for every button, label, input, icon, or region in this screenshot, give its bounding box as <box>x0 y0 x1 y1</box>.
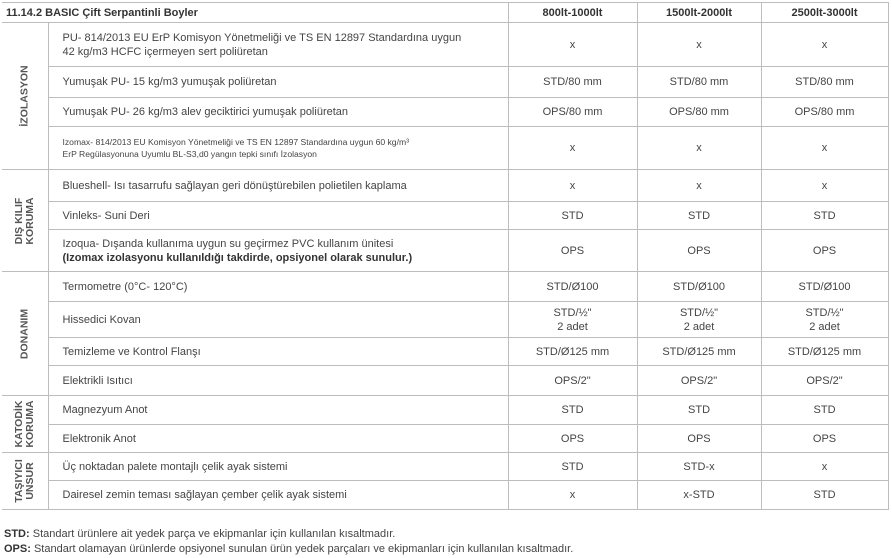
value-cell <box>761 481 888 510</box>
value-text: OPS/2" <box>554 374 591 387</box>
value-cell <box>637 481 761 510</box>
table-row <box>2 170 888 202</box>
description-line: Dairesel zemin teması sağlayan çember çelik ayak sistemi <box>62 489 347 501</box>
value-text: STD <box>813 489 836 501</box>
value-text: x <box>821 179 828 192</box>
footnote-std: STD: Standart ürünlere ait yedek parça ve ekipmanlar için kullanılan kısaltmadır. <box>4 528 396 540</box>
group-label-cell <box>2 396 48 453</box>
value-cell <box>761 453 888 481</box>
value-cell <box>508 338 637 366</box>
value-text: OPS <box>687 432 711 445</box>
description-note: (Izomax izolasyonu kullanıldığı takdirde, opsiyonel olarak sunulur.) <box>62 251 413 264</box>
group-label-line: KORUMA <box>23 400 36 448</box>
value-text: STD <box>561 404 584 416</box>
value-cell <box>637 202 761 230</box>
table-row <box>2 127 888 170</box>
group-label-cell <box>2 23 48 170</box>
value-text: x <box>821 142 828 154</box>
table-row <box>2 302 888 338</box>
group-label <box>14 400 36 447</box>
value-cell <box>508 98 637 127</box>
group-label-line: DIŞ KILIF <box>12 197 25 244</box>
value-text: OPS <box>687 244 711 257</box>
value-text: x <box>569 179 576 192</box>
value-cell <box>508 202 637 230</box>
description-line: Hissedici Kovan <box>62 313 141 326</box>
value-cell <box>637 302 761 338</box>
footnotes <box>4 527 573 557</box>
value-text: STD-x <box>683 460 715 473</box>
row-description <box>48 230 508 272</box>
row-description <box>48 396 508 425</box>
value-cell <box>637 453 761 481</box>
group-label-line: UNSUR <box>23 462 36 500</box>
value-text: x <box>696 38 702 51</box>
value-text: OPS <box>560 244 585 257</box>
value-text: x <box>569 38 576 51</box>
value-cell <box>637 23 761 67</box>
group-label-line: DONANIM <box>18 308 31 359</box>
value-cell <box>761 67 888 98</box>
value-text: STD <box>561 460 584 473</box>
row-description <box>48 23 508 67</box>
column-header: 2500lt-3000lt <box>761 3 888 23</box>
description-line: Yumuşak PU- 26 kg/m3 alev geciktirici yumuşak poliüretan <box>62 106 349 118</box>
row-description <box>48 425 508 453</box>
value-cell <box>761 202 888 230</box>
group-label <box>14 459 36 503</box>
value-text: x <box>696 142 702 154</box>
value-text: STD <box>813 209 836 222</box>
value-text: STD <box>813 404 836 416</box>
value-text: STD/80 mm <box>795 76 854 88</box>
value-cell <box>508 230 637 272</box>
row-description <box>48 127 508 170</box>
value-cell <box>508 67 637 98</box>
value-cell <box>637 425 761 453</box>
value-cell <box>761 23 888 67</box>
row-description <box>48 67 508 98</box>
value-cell <box>637 67 761 98</box>
column-header: 1500lt-2000lt <box>637 3 761 23</box>
description-line: PU- 814/2013 EU ErP Komisyon Yönetmeliği ve TS EN 12897 Standardına uygun <box>62 31 462 44</box>
value-text: STD/Ø125 mm <box>662 345 736 358</box>
header-row <box>2 3 888 23</box>
value-cell <box>508 453 637 481</box>
value-text: STD/½" <box>553 306 592 319</box>
description-line: Blueshell- Isı tasarrufu sağlayan geri dönüştürebilen polietilen kaplama <box>62 179 407 192</box>
group-label-cell <box>2 272 48 396</box>
table-row <box>2 425 888 453</box>
value-subtext: 2 adet <box>809 320 840 333</box>
table-row <box>2 98 888 127</box>
row-description <box>48 453 508 481</box>
description-line: ErP Regülasyonuna Uyumlu BL-S3,d0 yangın tepki sınıfı İzolasyon <box>62 149 317 159</box>
value-cell <box>637 127 761 170</box>
table-row <box>2 366 888 396</box>
group-label-line: KATODİK <box>12 400 25 448</box>
value-text: STD/Ø100 <box>673 280 725 293</box>
value-cell <box>508 366 637 396</box>
group-label <box>19 65 30 126</box>
value-text: OPS/80 mm <box>669 106 729 118</box>
description-line: 42 kg/m3 HCFC içermeyen sert poliüretan <box>62 45 268 58</box>
value-cell <box>637 170 761 202</box>
row-description <box>48 366 508 396</box>
value-subtext: 2 adet <box>683 320 715 333</box>
group-label-line: İZOLASYON <box>18 65 31 127</box>
value-text: x-STD <box>683 489 715 501</box>
value-cell <box>508 396 637 425</box>
value-text: OPS/2" <box>680 374 718 387</box>
value-text: STD <box>688 209 711 222</box>
value-text: OPS/80 mm <box>794 106 855 118</box>
table-row <box>2 272 888 302</box>
value-subtext: 2 adet <box>557 320 588 333</box>
value-text: x <box>569 142 576 154</box>
value-cell <box>637 366 761 396</box>
description-line: Temizleme ve Kontrol Flanşı <box>62 345 201 358</box>
description-line: Izoqua- Dışanda kullanıma uygun su geçirmez PVC kullanım ünitesi <box>62 237 394 250</box>
value-cell <box>637 338 761 366</box>
row-description <box>48 202 508 230</box>
description-line: Vinleks- Suni Deri <box>62 209 150 222</box>
value-cell <box>637 272 761 302</box>
table-row <box>2 338 888 366</box>
group-label <box>14 197 36 244</box>
table-row <box>2 67 888 98</box>
value-text: STD <box>561 209 584 222</box>
description-line: Elektrikli Isıtıcı <box>62 374 133 387</box>
value-cell <box>761 230 888 272</box>
value-cell <box>508 272 637 302</box>
table-row <box>2 230 888 272</box>
group-label-line: KORUMA <box>23 196 36 245</box>
table-title: 11.14.2 BASIC Çift Serpantinli Boyler <box>2 3 508 23</box>
row-description <box>48 338 508 366</box>
value-text: OPS <box>560 432 585 445</box>
table-row <box>2 481 888 510</box>
description-line: Magnezyum Anot <box>62 404 148 416</box>
value-text: STD/½" <box>679 306 719 319</box>
table-row <box>2 202 888 230</box>
spec-table <box>2 2 889 510</box>
value-cell <box>508 481 637 510</box>
description-line: Termometre (0°C- 120°C) <box>62 280 188 293</box>
value-cell <box>761 98 888 127</box>
group-label <box>19 308 30 358</box>
value-text: x <box>821 460 828 473</box>
table-row <box>2 396 888 425</box>
value-text: STD/½" <box>805 306 844 319</box>
value-text: STD/Ø100 <box>546 280 599 293</box>
value-cell <box>761 127 888 170</box>
row-description <box>48 272 508 302</box>
group-label-cell <box>2 170 48 272</box>
value-cell <box>508 127 637 170</box>
group-label-line: TAŞIYICI <box>12 459 25 503</box>
value-text: STD/Ø125 mm <box>535 345 610 358</box>
description-line: Üç noktadan palete montajlı çelik ayak sistemi <box>62 460 288 473</box>
value-cell <box>761 302 888 338</box>
group-label-cell <box>2 453 48 510</box>
value-cell <box>761 170 888 202</box>
description-line: Izomax- 814/2013 EU Komisyon Yönetmeliği ve TS EN 12897 Standardına uygun 60 kg/m³ <box>62 137 409 147</box>
value-cell <box>508 425 637 453</box>
value-text: STD/Ø125 mm <box>787 345 862 358</box>
table-row <box>2 453 888 481</box>
value-text: STD <box>688 404 711 416</box>
row-description <box>48 170 508 202</box>
value-cell <box>637 230 761 272</box>
description-line: Elektronik Anot <box>62 432 136 445</box>
row-description <box>48 98 508 127</box>
value-text: STD/80 mm <box>543 76 602 88</box>
value-text: OPS <box>812 432 837 445</box>
column-header: 800lt-1000lt <box>508 3 637 23</box>
value-text: x <box>821 38 828 51</box>
value-text: x <box>696 179 702 192</box>
value-text: STD/Ø100 <box>798 280 851 293</box>
row-description <box>48 481 508 510</box>
value-text: STD/80 mm <box>669 76 729 88</box>
value-cell <box>761 425 888 453</box>
value-cell <box>508 302 637 338</box>
value-cell <box>761 396 888 425</box>
value-text: OPS/2" <box>806 374 843 387</box>
value-cell <box>761 338 888 366</box>
value-cell <box>761 366 888 396</box>
description-line: Yumuşak PU- 15 kg/m3 yumuşak poliüretan <box>62 76 277 88</box>
value-text: OPS <box>812 244 837 257</box>
value-text: OPS/80 mm <box>542 106 603 118</box>
value-cell <box>761 272 888 302</box>
value-cell <box>508 170 637 202</box>
footnote-ops: OPS: Standart olamayan ürünlerde opsiyonel sunulan ürün yedek parçaları ve ekipmanları için kullanılan kısaltmadır. <box>4 543 574 555</box>
table-row <box>2 23 888 67</box>
value-cell <box>637 396 761 425</box>
value-cell <box>637 98 761 127</box>
row-description <box>48 302 508 338</box>
value-cell <box>508 23 637 67</box>
value-text: x <box>569 489 576 501</box>
